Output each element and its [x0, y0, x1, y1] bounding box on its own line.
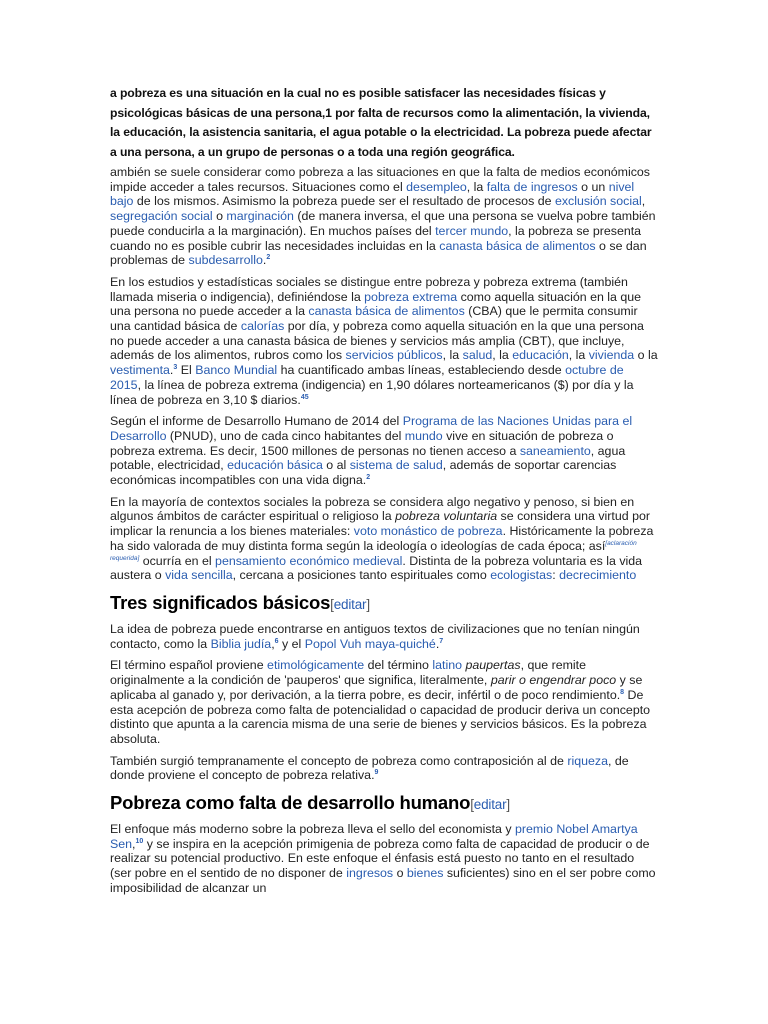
paragraph-5: La idea de pobreza puede encontrarse en antiguos textos de civilizaciones que no tenían ningún contacto, como la Biblia judía,$^6$ y el Popol Vuh maya-quiché.$^7$: [110, 621, 640, 651]
link-decrecimiento[interactable]: decrecimiento: [559, 568, 637, 583]
edit-section-link[interactable]: editar: [473, 797, 507, 813]
section-heading-tres-significados: Tres significados básicos[editar]: [110, 591, 370, 613]
link-pnud[interactable]: Programa de las Naciones Unidas para el Desarrollo: [110, 414, 633, 443]
link-voto-monastico[interactable]: voto monástico de pobreza: [353, 524, 503, 539]
footnote-ref[interactable]: 9: [374, 769, 379, 777]
link-latino[interactable]: latino: [432, 658, 462, 673]
link-exclusion-social[interactable]: exclusión social: [554, 194, 642, 209]
paragraph-7: También surgió tempranamente el concepto de pobreza como contraposición al de riqueza, de donde proviene el concepto de pobreza relativa.$^9$: [110, 753, 629, 783]
link-falta-de-ingresos[interactable]: falta de ingresos: [486, 179, 578, 194]
link-marginacion[interactable]: marginación: [226, 209, 294, 224]
link-vestimenta[interactable]: vestimenta: [110, 363, 170, 378]
link-sistema-de-salud[interactable]: sistema de salud: [349, 458, 443, 473]
intro-paragraph: a pobreza es una situación en la cual no es posible satisfacer las necesidades físicas y psicológicas básicas de una persona,1 por falta de recursos como la alimentación, la vivienda, la educación, la asistencia sanitaria, el agua potable o la electricidad. La pobreza puede afectar a una persona, a un grupo de personas o a toda una región geográfica.: [110, 86, 652, 159]
footnote-ref[interactable]: 45: [300, 393, 309, 401]
link-mundo[interactable]: mundo: [404, 428, 443, 443]
footnote-ref[interactable]: 6: [274, 637, 279, 645]
section-heading-desarrollo-humano: Pobreza como falta de desarrollo humano[editar]: [110, 792, 510, 814]
link-pensamiento-economico-medieval[interactable]: pensamiento económico medieval: [215, 553, 403, 568]
link-educacion[interactable]: educación: [512, 348, 569, 363]
link-segregacion-social[interactable]: segregación social: [110, 209, 213, 224]
link-nivel-bajo[interactable]: nivel bajo: [110, 179, 635, 209]
link-salud[interactable]: salud: [462, 348, 493, 363]
link-subdesarrollo[interactable]: subdesarrollo: [188, 253, 263, 268]
link-servicios-publicos[interactable]: servicios públicos: [345, 348, 443, 363]
footnote-ref[interactable]: 2: [366, 473, 371, 481]
paragraph-2: En los estudios y estadísticas sociales se distingue entre pobreza y pobreza extrema (también llamada miseria o indigencia), definiéndose la pobreza extrema como aquella situación en la que una persona no puede acceder a la canasta básica de alimentos (CBA) que le permita consumir una cantidad básica de calorías por día, y pobreza como aquella situación en la que una persona no puede acceder a una canasta básica de bienes y servicios más amplia (CBT), que incluye, además de los alimentos, rubros como los servicios públicos, la salud, la educación, la vivienda o la vestimenta.$^3$ El Banco Mundial ha cuantificado ambas líneas, estableciendo desde octubre de 2015, la línea de pobreza extrema (indigencia) en 1,90 dólares norteamericanos ($) por día y la línea de pobreza en 3,10 $ diarios.$^{45}$: [110, 274, 658, 407]
link-tercer-mundo[interactable]: tercer mundo: [435, 223, 509, 238]
link-amartya-sen[interactable]: Amartya Sen: [110, 822, 638, 851]
footnote-ref[interactable]: 7: [439, 637, 444, 645]
link-octubre-2015[interactable]: octubre de 2015: [110, 363, 624, 392]
paragraph-4: En la mayoría de contextos sociales la pobreza se considera algo negativo y penoso, si bien en algunos ámbitos de carácter espiritual o religioso la pobreza voluntaria se considera una virtud por implicar la renuncia a los bienes materiales: voto monástico de pobreza. Históricamente la pobreza ha sido valorada de muy distinta forma según la ideología o ideologías de cada época; así[aclaración requerida] ocurría en el pensamiento económico medieval. Distinta de la pobreza voluntaria es la vida austera o vida sencilla, cercana a posiciones tanto espirituales como ecologistas: decrecimiento: [110, 494, 654, 583]
footnote-ref[interactable]: 8: [620, 688, 625, 696]
paragraph-8: El enfoque más moderno sobre la pobreza lleva el sello del economista y premio Nobel Amartya Sen,$^{10}$ y se inspira en la acepción primigenia de pobreza como falta de capacidad de producir o de realizar su potencial productivo. En este enfoque el énfasis está puesto no tanto en el resultado (ser pobre en el sentido de no disponer de ingresos o bienes suficientes) sino en el ser pobre como imposibilidad de alcanzar un: [110, 822, 656, 895]
link-canasta-basica-2[interactable]: canasta básica de alimentos: [308, 304, 465, 319]
footnote-ref[interactable]: 2: [266, 254, 271, 262]
link-ecologistas[interactable]: ecologistas: [490, 568, 553, 583]
link-pobreza-extrema[interactable]: pobreza extrema: [364, 289, 458, 304]
link-bienes[interactable]: bienes: [406, 866, 444, 881]
link-vida-sencilla[interactable]: vida sencilla: [165, 568, 233, 583]
link-ingresos[interactable]: ingresos: [346, 866, 394, 881]
paragraph-6: El término español proviene etimológicamente del término latino paupertas, que remite originalmente a la condición de 'pauperos' que significa, literalmente, parir o engendrar poco y se aplicaba al ganado y, por derivación, a la tierra pobre, es decir, infértil o de poco rendimiento.$^8$ De esta acepción de pobreza como falta de potencialidad o capacidad de producir deriva un concepto distinto que apunta a la carencia misma de una serie de bienes y servicios básicos. Es la pobreza absoluta.: [110, 658, 651, 746]
link-saneamiento[interactable]: saneamiento: [519, 443, 591, 458]
clarification-needed-tag[interactable]: [aclaración requerida]: [110, 539, 637, 562]
edit-section-link[interactable]: editar: [333, 596, 367, 612]
link-banco-mundial[interactable]: Banco Mundial: [195, 363, 278, 378]
link-biblia-judia[interactable]: Biblia judía: [210, 636, 272, 651]
link-desempleo[interactable]: desempleo: [406, 179, 467, 194]
footnote-ref[interactable]: 3: [173, 364, 178, 372]
link-riqueza[interactable]: riqueza: [567, 753, 608, 768]
link-calorias[interactable]: calorías: [240, 319, 285, 334]
paragraph-3: Según el informe de Desarrollo Humano de 2014 del Programa de las Naciones Unidas para el Desarrollo (PNUD), uno de cada cinco habitantes del mundo vive en situación de pobreza o pobreza extrema. Es decir, 1500 millones de personas no tienen acceso a saneamiento, agua potable, electricidad, educación básica o al sistema de salud, además de soportar carencias económicas incompatibles con una vida digna.$^2$: [110, 414, 633, 488]
paragraph-1: ambién se suele considerar como pobreza a las situaciones en que la falta de medios económicos impide acceder a tales recursos. Situaciones como el desempleo, la falta de ingresos o un nivel bajo de los mismos. Asimismo la pobreza puede ser el resultado de procesos de exclusión social, segregación social o marginación (de manera inversa, el que una persona se vuelva pobre también puede conducirla a la marginación). En muchos países del tercer mundo, la pobreza se presenta cuando no es posible cubrir las necesidades incluidas en la canasta básica de alimentos o se dan problemas de subdesarrollo.$^2$: [110, 165, 656, 268]
link-canasta-basica[interactable]: canasta básica de alimentos: [439, 238, 596, 253]
link-educacion-basica[interactable]: educación básica: [227, 458, 323, 473]
link-premio-nobel[interactable]: premio Nobel: [515, 822, 589, 837]
article-body: [110, 165, 658, 903]
link-popol-vuh[interactable]: Popol Vuh maya-quiché: [304, 636, 436, 651]
link-etimologicamente[interactable]: etimológicamente: [267, 658, 365, 673]
link-vivienda[interactable]: vivienda: [588, 348, 635, 363]
footnote-ref[interactable]: 10: [135, 837, 144, 845]
